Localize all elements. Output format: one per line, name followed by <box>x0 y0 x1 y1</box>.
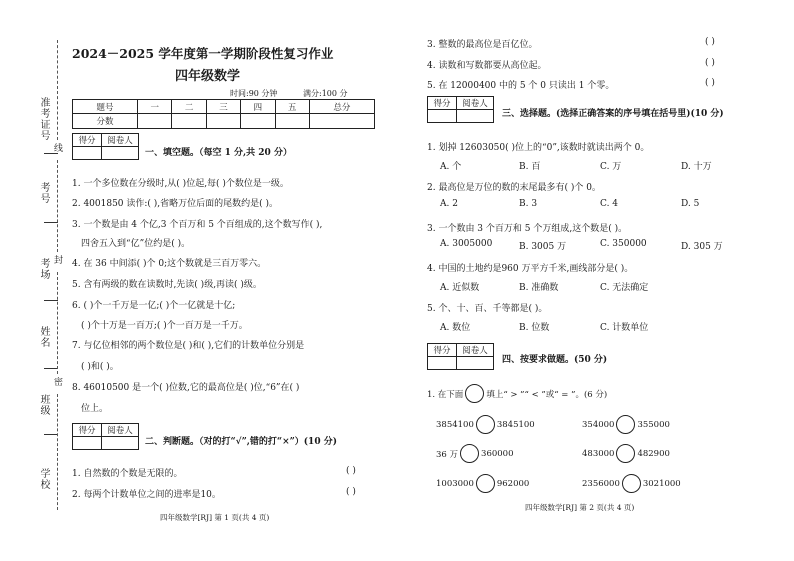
choice-option[interactable]: A. 数位 <box>440 323 471 333</box>
score-header: 三 <box>206 100 240 114</box>
fill-line[interactable] <box>44 222 58 223</box>
exam-time: 时间:90 分钟 <box>230 89 278 98</box>
choice-option[interactable]: C. 无法确定 <box>600 283 649 293</box>
compare-right: 360000 <box>481 448 514 459</box>
choice-option[interactable]: C. 计数单位 <box>600 323 649 333</box>
compare-item <box>582 415 670 434</box>
judge-question: 2. 每两个计数单位之间的进率是10。 <box>72 490 221 500</box>
judge-question: 5. 在 12000400 中的 5 个 0 只读出 1 个零。 <box>427 81 615 91</box>
score-header: 五 <box>275 100 309 114</box>
fill-line[interactable] <box>44 300 58 301</box>
answer-circle[interactable] <box>622 474 641 493</box>
answer-circle[interactable] <box>616 444 635 463</box>
grader-label: 得分 <box>428 344 457 357</box>
choice-option[interactable]: A. 3005000 <box>440 239 493 249</box>
grader-label: 阅卷人 <box>102 424 139 437</box>
fill-line[interactable] <box>44 434 58 435</box>
compare-left: 3854100 <box>436 419 474 430</box>
answer-circle[interactable] <box>476 415 495 434</box>
choice-question: 4. 中国的土地约是960 万平方千米,画线部分是( )。 <box>427 264 634 274</box>
score-header: 二 <box>172 100 206 114</box>
answer-bracket[interactable]: ( ) <box>705 37 715 47</box>
compare-left: 2356000 <box>582 478 620 489</box>
label-zkzh: 准考证号 <box>38 97 49 141</box>
choice-option[interactable]: B. 位数 <box>519 323 550 333</box>
choice-option[interactable]: B. 3005 万 <box>519 242 567 252</box>
grader-cell[interactable] <box>102 147 139 160</box>
answer-circle[interactable] <box>476 474 495 493</box>
fill-question: 5. 含有两级的数在读数时,先读( )级,再读( )级。 <box>72 280 262 290</box>
compare-item <box>582 474 681 493</box>
choice-option[interactable]: A. 2 <box>440 199 458 209</box>
exam-title: 2024－2025 学年度第一学期阶段性复习作业 <box>72 46 334 61</box>
choice-option[interactable]: A. 近似数 <box>440 283 480 293</box>
fill-question: 位上。 <box>81 404 109 414</box>
grader-box <box>427 343 494 370</box>
compare-right: 482900 <box>637 448 670 459</box>
grader-label: 得分 <box>428 97 457 110</box>
grader-label: 阅卷人 <box>457 97 494 110</box>
cut-line <box>57 394 58 510</box>
choice-option[interactable]: D. 305 万 <box>681 242 723 252</box>
score-header: 总分 <box>309 100 374 114</box>
instruction-part: 填上“ > ”“ < ”或“ = ”。(6 分) <box>486 389 608 400</box>
fill-question: 6. ( )个一千万是一亿;( )个一亿就是十亿; <box>72 301 236 311</box>
fill-question: 1. 一个多位数在分级时,从( )位起,每( )个数位是一级。 <box>72 179 289 189</box>
compare-left: 354000 <box>582 419 615 430</box>
section-4-title: 四、按要求做题。(50 分) <box>502 355 608 365</box>
choice-option[interactable]: B. 百 <box>519 162 541 172</box>
fill-line[interactable] <box>44 368 58 369</box>
grader-label: 阅卷人 <box>457 344 494 357</box>
grader-box <box>427 96 494 123</box>
score-header: 四 <box>241 100 275 114</box>
choice-question: 1. 划掉 12603050( )位上的“0”,该数时就读出两个 0。 <box>427 143 650 153</box>
grader-box <box>72 423 139 450</box>
fill-question: 8. 46010500 是一个( )位数,它的最高位是( )位,“6”在( ) <box>72 383 300 393</box>
score-cell[interactable] <box>73 437 102 450</box>
choice-question: 3. 一个数由 3 个百万和 5 个万组成,这个数是( )。 <box>427 224 628 234</box>
section-1-title: 一、填空题。（每空 1 分,共 20 分） <box>145 148 292 158</box>
choice-option[interactable]: C. 350000 <box>600 239 647 249</box>
judge-question: 4. 读数和写数都要从高位起。 <box>427 61 547 71</box>
label-mi: 密 <box>52 377 62 387</box>
score-table <box>72 99 375 129</box>
judge-question: 3. 整数的最高位是百亿位。 <box>427 40 538 50</box>
label-xuexiao: 学校 <box>38 468 49 490</box>
choice-option[interactable]: A. 个 <box>440 162 462 172</box>
grader-cell[interactable] <box>457 110 494 123</box>
score-row-label: 分数 <box>73 114 138 129</box>
score-header: 一 <box>138 100 172 114</box>
label-kaohao: 考号 <box>38 182 49 204</box>
score-cell[interactable] <box>428 357 457 370</box>
compare-item <box>436 444 513 463</box>
score-cell[interactable] <box>206 114 240 129</box>
label-xian: 线 <box>52 143 62 153</box>
fill-question: 四舍五入到“亿”位约是( )。 <box>81 239 191 249</box>
judge-question: 1. 自然数的个数是无限的。 <box>72 469 183 479</box>
choice-option[interactable]: B. 准确数 <box>519 283 559 293</box>
fill-question: 4. 在 36 中间添( )个 0;这个数就是三百万零六。 <box>72 259 267 269</box>
label-kaochang: 考场 <box>38 258 49 280</box>
answer-bracket[interactable]: ( ) <box>705 58 715 68</box>
label-xingming: 姓名 <box>38 326 49 348</box>
compare-left: 1003000 <box>436 478 474 489</box>
score-cell[interactable] <box>172 114 206 129</box>
circle-icon <box>465 384 484 403</box>
fill-question: 2. 4001850 读作:( ),省略万位后面的尾数约是( )。 <box>72 199 279 209</box>
grader-label: 阅卷人 <box>102 134 139 147</box>
fill-question: 7. 与亿位相邻的两个数位是( )和( ),它们的计数单位分别是 <box>72 341 305 351</box>
answer-circle[interactable] <box>616 415 635 434</box>
answer-bracket[interactable]: ( ) <box>705 78 715 88</box>
choice-option[interactable]: D. 十万 <box>681 162 712 172</box>
grader-label: 得分 <box>73 424 102 437</box>
grader-cell[interactable] <box>457 357 494 370</box>
choice-option[interactable]: C. 万 <box>600 162 622 172</box>
page-footer-right: 四年级数学[RJ] 第 2 页(共 4 页) <box>525 503 635 512</box>
choice-option[interactable]: D. 5 <box>681 199 700 209</box>
label-banji: 班级 <box>38 394 49 416</box>
cut-line <box>57 160 58 252</box>
fill-question: 3. 一个数是由 4 个亿,3 个百万和 5 个百组成的,这个数写作( ), <box>72 220 323 230</box>
section-2-title: 二、判断题。（对的打“√”,错的打“×”）(10 分) <box>145 437 337 447</box>
grader-cell[interactable] <box>102 437 139 450</box>
compare-right: 355000 <box>637 419 670 430</box>
score-cell[interactable] <box>73 147 102 160</box>
score-cell[interactable] <box>428 110 457 123</box>
score-cell[interactable] <box>138 114 172 129</box>
fill-line[interactable] <box>44 153 58 154</box>
cut-line <box>57 272 58 374</box>
compare-instruction <box>427 384 607 403</box>
score-header: 题号 <box>73 100 138 114</box>
compare-right: 962000 <box>496 478 530 489</box>
compare-right: 3845100 <box>496 419 535 430</box>
choice-option[interactable]: C. 4 <box>600 199 619 209</box>
choice-option[interactable]: B. 3 <box>519 199 538 209</box>
score-cell[interactable] <box>275 114 309 129</box>
section-3-title: 三、选择题。(选择正确答案的序号填在括号里)(10 分) <box>502 109 724 119</box>
fill-question: ( )和( )。 <box>81 362 119 372</box>
compare-item <box>436 415 535 434</box>
compare-item <box>582 444 670 463</box>
fill-question: ( )个十万是一百万;( )个一百万是一千万。 <box>81 321 248 331</box>
score-cell[interactable] <box>241 114 275 129</box>
label-feng: 封 <box>52 255 62 265</box>
choice-question: 5. 个、十、百、千等都是( )。 <box>427 304 548 314</box>
subject-title: 四年级数学 <box>175 69 241 84</box>
compare-item <box>436 474 529 493</box>
answer-bracket[interactable]: ( ) <box>346 466 356 476</box>
answer-bracket[interactable]: ( ) <box>346 487 356 497</box>
instruction-part: 1. 在下面 <box>427 389 464 400</box>
full-score: 满分:100 分 <box>303 89 348 98</box>
grader-box <box>72 133 139 160</box>
compare-left: 36 万 <box>436 449 459 460</box>
grader-label: 得分 <box>73 134 102 147</box>
compare-right: 3021000 <box>642 478 681 489</box>
page-footer-left: 四年级数学[RJ] 第 1 页(共 4 页) <box>160 513 270 522</box>
compare-left: 483000 <box>582 448 615 459</box>
answer-circle[interactable] <box>460 444 479 463</box>
score-cell[interactable] <box>309 114 374 129</box>
cut-line <box>57 40 58 140</box>
choice-question: 2. 最高位是万位的数的末尾最多有( )个 0。 <box>427 183 601 193</box>
